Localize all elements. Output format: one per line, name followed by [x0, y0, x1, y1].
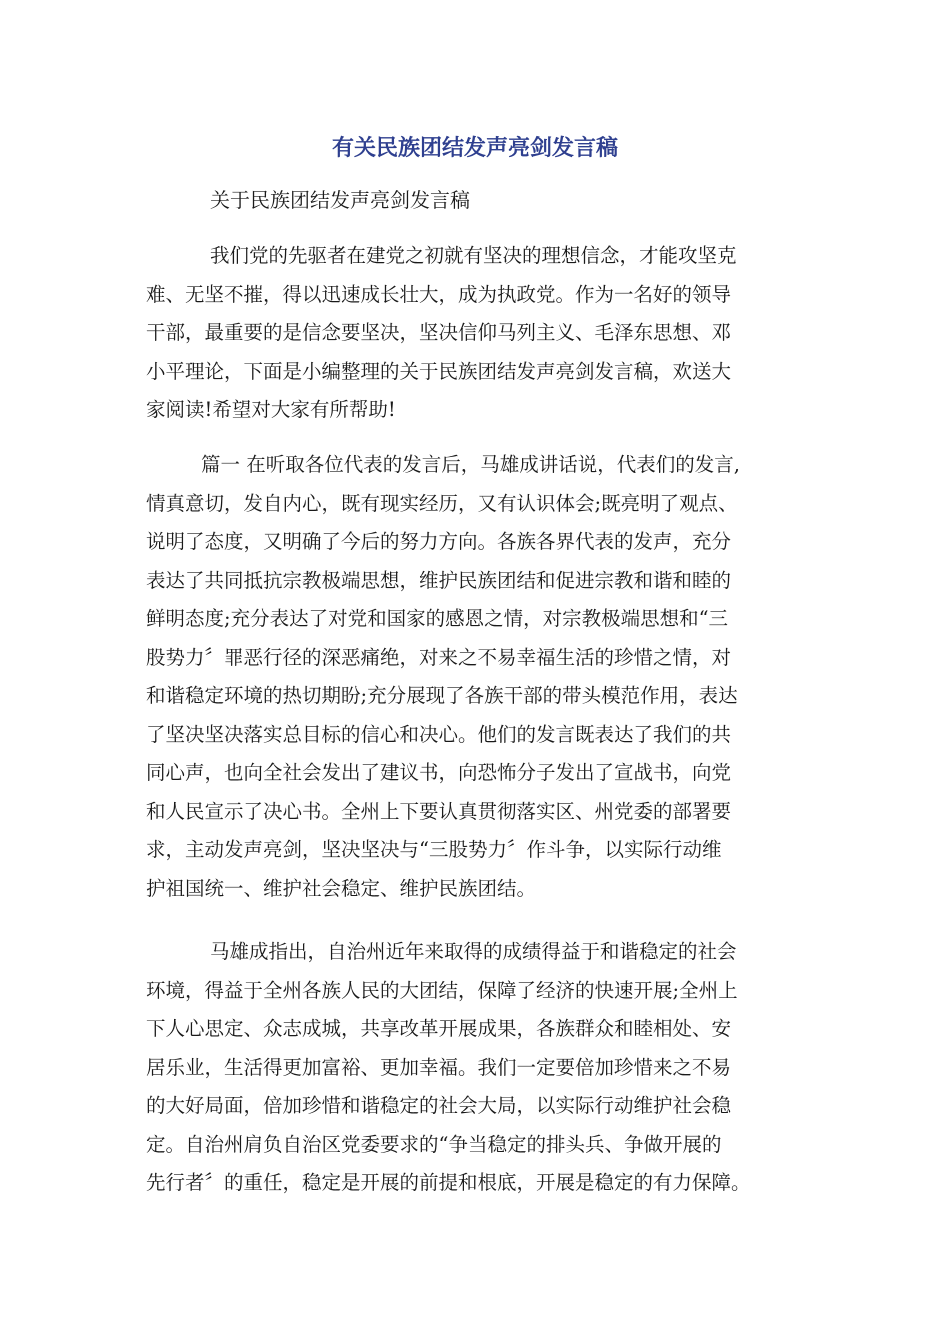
- paragraph-line: 小平理论，下面是小编整理的关于民族团结发声亮剑发言稿，欢送大: [146, 359, 732, 383]
- paragraph-line: 说明了态度，又明确了今后的努力方向。各族各界代表的发声，充分: [146, 530, 732, 553]
- paragraph-line: 环境，得益于全州各族人民的大团结，保障了经济的快速开展;全州上: [146, 978, 738, 1002]
- paragraph-line: 护祖国统一、维护社会稳定、维护民族团结。: [146, 876, 537, 900]
- paragraph-line: 定。自治州肩负自治区党委要求的“争当稳定的排头兵、争做开展的: [146, 1132, 722, 1156]
- paragraph-intro: [146, 237, 806, 430]
- paragraph-part-one: [146, 446, 806, 908]
- paragraph-line: 股势力〞罪恶行径的深恶痛绝，对来之不易幸福生活的珍惜之情，对: [146, 645, 732, 669]
- paragraph-line: 家阅读!希望对大家有所帮助!: [146, 398, 396, 421]
- paragraph-line: 鲜明态度;充分表达了对党和国家的感恩之情，对宗教极端思想和“三: [146, 607, 729, 630]
- paragraph-line: 居乐业，生活得更加富裕、更加幸福。我们一定要倍加珍惜来之不易: [146, 1055, 732, 1079]
- paragraph-line: 的大好局面，倍加珍惜和谐稳定的社会大局，以实际行动维护社会稳: [146, 1094, 732, 1117]
- paragraph-line: 我们党的先驱者在建党之初就有坚决的理想信念，才能攻坚克: [210, 244, 737, 267]
- paragraph-line: 和谐稳定环境的热切期盼;充分展现了各族干部的带头模范作用，表达: [146, 684, 738, 707]
- paragraph-line: 表达了共同抵抗宗教极端思想，维护民族团结和促进宗教和谐和睦的: [146, 568, 732, 592]
- document-title: 有关民族团结发声亮剑发言稿: [331, 136, 618, 161]
- paragraph-ma-xiongcheng: [146, 933, 806, 1203]
- paragraph-line: 同心声，也向全社会发出了建议书，向恐怖分子发出了宣战书，向党: [146, 761, 732, 784]
- document-subtitle: 关于民族团结发声亮剑发言稿: [210, 188, 470, 212]
- paragraph-line: 了坚决坚决落实总目标的信心和决心。他们的发言既表达了我们的共: [146, 722, 732, 746]
- paragraph-line: 马雄成指出，自治州近年来取得的成绩得益于和谐稳定的社会: [210, 940, 737, 963]
- paragraph-line: 篇一 在听取各位代表的发言后，马雄成讲话说，代表们的发言,: [201, 453, 740, 476]
- paragraph-line: 和人民宣示了决心书。全州上下要认真贯彻落实区、州党委的部署要: [146, 799, 732, 823]
- paragraph-line: 下人心思定、众志成城，共享改革开展成果，各族群众和睦相处、安: [146, 1017, 732, 1040]
- paragraph-line: 先行者〞的重任，稳定是开展的前提和根底，开展是稳定的有力保障。: [146, 1171, 751, 1194]
- paragraph-line: 求，主动发声亮剑，坚决坚决与“三股势力〞作斗争，以实际行动维: [146, 838, 722, 861]
- paragraph-line: 情真意切，发自内心，既有现实经历，又有认识体会;既亮明了观点、: [146, 491, 738, 515]
- paragraph-line: 干部，最重要的是信念要坚决，坚决信仰马列主义、毛泽东思想、邓: [146, 321, 732, 344]
- paragraph-line: 难、无坚不摧，得以迅速成长壮大，成为执政党。作为一名好的领导: [146, 282, 732, 306]
